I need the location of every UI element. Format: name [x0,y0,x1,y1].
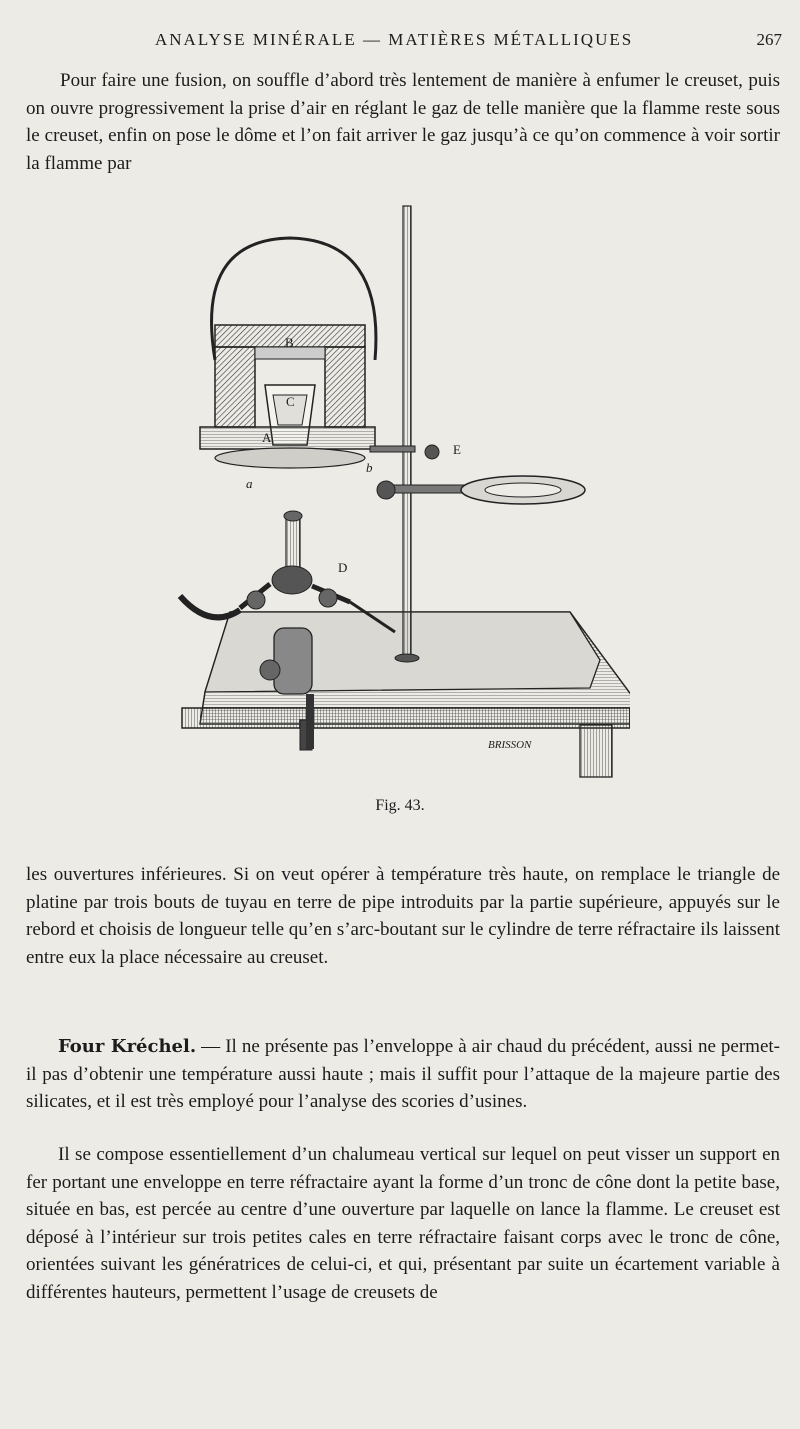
label-a: a [246,476,253,491]
page-number: 267 [756,30,782,49]
label-B: B [285,335,294,350]
label-E: E [453,442,461,457]
running-header [0,30,800,54]
label-C: C [286,394,295,409]
section-intro-text: — Il ne présente pas l’enveloppe à air chaud du précédent, aussi ne permet-il pas d’obtenir une température aussi haute ; mais il suffit pour l’attaque de la majeure partie des silicates, et il est très employé pour l’analyse des scories d’usines. [26,1036,780,1113]
label-b: b [366,460,373,475]
furnace-illustration [170,200,630,790]
label-D: D [338,560,348,575]
paragraph-openings: les ouvertures inférieures. Si on veut opérer à température très haute, on remplace le triangle de platine par trois bouts de tuyau en terre de pipe introduits par la partie supérieure, appuyés sur le rebord et choisis de longueur telle qu’en s’arc-boutant sur le cylindre de terre réfractaire ils laissent entre eux la place nécessaire au creuset. [26,864,780,968]
running-title: ANALYSE MINÉRALE — MATIÈRES MÉTALLIQUES [155,30,634,49]
stand-rod [395,206,419,662]
clamp-arm [370,445,585,504]
paragraph-composition: Il se compose essentiellement d’un chalumeau vertical sur lequel on peut visser un support en fer portant une enveloppe en terre réfractaire ayant la forme d’un tronc de cône dont la petite base, située en bas, est percée au centre d’une ouverture par laquelle on lance la flamme. Le creuset est déposé à l’intérieur sur trois petites cales en terre réfractaire faisant corps avec le tronc de cône, orientées suivant les génératrices de celui-ci, et qui, présentant par suite un écartement variable à différentes hauteurs, permettent l’usage de creusets de [26,1144,780,1303]
section-runin-title: Four Kréchel. [58,1036,197,1057]
label-A: A [262,430,272,445]
engraver-signature: BRISSON [488,739,532,751]
paragraph-four-krechel [26,1033,780,1116]
paragraph-fusion: Pour faire une fusion, on souffle d’abord très lentement de manière à enfumer le creuset, puis on ouvre progressivement la prise d’air en réglant le gaz de telle manière que la flamme reste sous le creuset, enfin on pose le dôme et l’on fait arriver le gaz jusqu’à ce qu’on commence à voir sortir la flamme par [26,70,780,174]
figure-caption: Fig. 43. [375,797,425,814]
